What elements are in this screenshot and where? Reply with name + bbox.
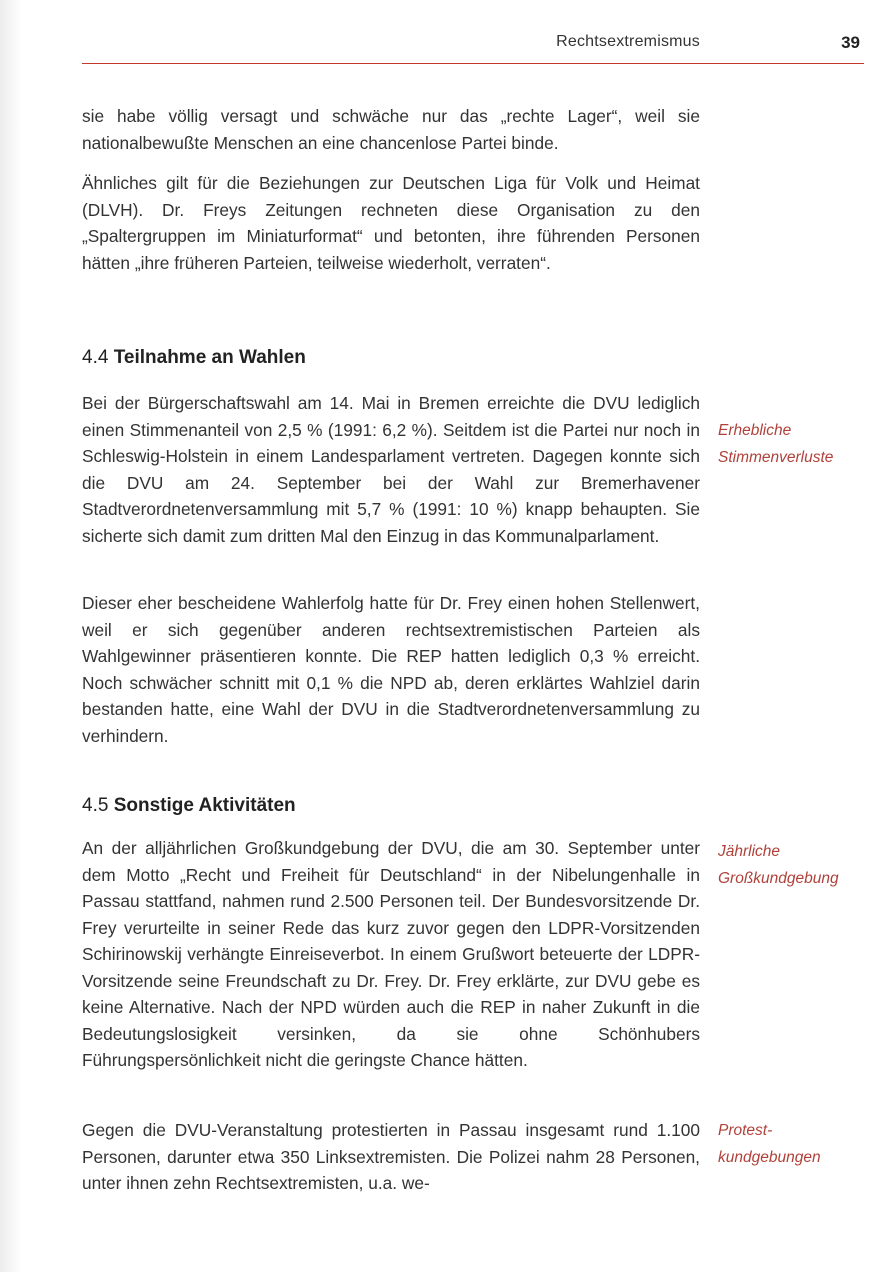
paragraph-6 [82,1117,700,1197]
section-number: 4.5 [82,795,109,816]
margin-note-line: kundgebungen [718,1149,821,1166]
paragraph-3-text: Bei der Bürgerschaftswahl am 14. Mai in Bremen erreichte die DVU lediglich einen Stimmenanteil von 2,5 % (1991: 6,2 %). Seitdem ist die Partei nur noch in Schleswig-Holstein in einem Landesparlament vertreten. Dagegen konnte sich die DVU am 24. September bei der Wahl zur Bremerhavener Stadtverordnetenversammlung mit 5,7 % (1991: 10 %) knapp behaupten. Sie sicherte sich damit zum dritten Mal den Einzug in das Kommunalparlament. [82,393,700,546]
section-title: Teilnahme an Wahlen [113,347,306,368]
page-edge-shadow [0,0,22,1272]
running-header-title: Rechtsextremismus [556,33,700,50]
margin-note-line: Stimmenverluste [718,449,834,466]
paragraph-2-text: Ähnliches gilt für die Beziehungen zur Deutschen Liga für Volk und Heimat (DLVH). Dr. Freys Zeitungen rechneten diese Organisation zu den „Spaltergruppen im Miniaturformat“ und betonten, ihre führenden Personen hätten „ihre früheren Parteien, teilweise wiederholt, verraten“. [82,173,700,273]
section-number: 4.4 [82,347,109,368]
header-rule [82,63,864,64]
section-title: Sonstige Aktivitäten [113,795,296,816]
paragraph-4 [82,590,700,749]
margin-note-grosskundgebung [718,838,868,892]
paragraph-1 [82,103,700,156]
paragraph-3 [82,390,700,549]
paragraph-4-text: Dieser eher bescheidene Wahlerfolg hatte für Dr. Frey einen hohen Stellenwert, weil er sich gegenüber anderen rechtsextremistischen Parteien als Wahlgewinner präsentieren konnte. Die REP hatten lediglich 0,3 % erreicht. Noch schwächer schnitt mit 0,1 % die NPD ab, deren erklärtes Wahlziel darin bestanden hatte, eine Wahl der DVU in die Stadtverordnetenversammlung zu verhindern. [82,593,700,746]
margin-note-line: Protest- [718,1122,773,1139]
section-heading-4-5 [82,793,700,819]
margin-note-line: Jährliche [718,843,781,860]
margin-note-stimmenverluste [718,417,868,471]
paragraph-2 [82,170,700,276]
paragraph-1-text: sie habe völlig versagt und schwäche nur das „rechte Lager“, weil sie nationalbewußte Menschen an eine chancenlose Partei binde. [82,106,700,153]
margin-note-line: Großkundgebung [718,870,839,887]
margin-note-protestkundgebungen [718,1117,868,1171]
margin-note-line: Erhebliche [718,422,792,439]
paragraph-5 [82,835,700,1074]
section-heading-4-4 [82,345,700,371]
paragraph-6-text: Gegen die DVU-Veranstaltung protestierten in Passau insgesamt rund 1.100 Personen, darunter etwa 350 Linksextremisten. Die Polizei nahm 28 Personen, unter ihnen zehn Rechtsextremisten, u.a. we- [82,1120,700,1193]
page-number: 39 [841,33,860,52]
paragraph-5-text: An der alljährlichen Großkundgebung der DVU, die am 30. September unter dem Motto „Recht und Freiheit für Deutschland“ in der Nibelungenhalle in Passau stattfand, nahmen rund 2.500 Personen teil. Der Bundesvorsitzende Dr. Frey verurteilte in seiner Rede das kurz zuvor gegen den LDPR-Vorsitzenden Schirinowskij verhängte Einreiseverbot. In einem Grußwort beteuerte der LDPR-Vorsitzende seine Freundschaft zu Dr. Frey. Dr. Frey erklärte, zur DVU gebe es keine Alternative. Nach der NPD würden auch die REP in naher Zukunft in die Bedeutungslosigkeit versinken, da sie ohne Schönhubers Führungspersönlichkeit nicht die geringste Chance hätten. [82,838,700,1070]
